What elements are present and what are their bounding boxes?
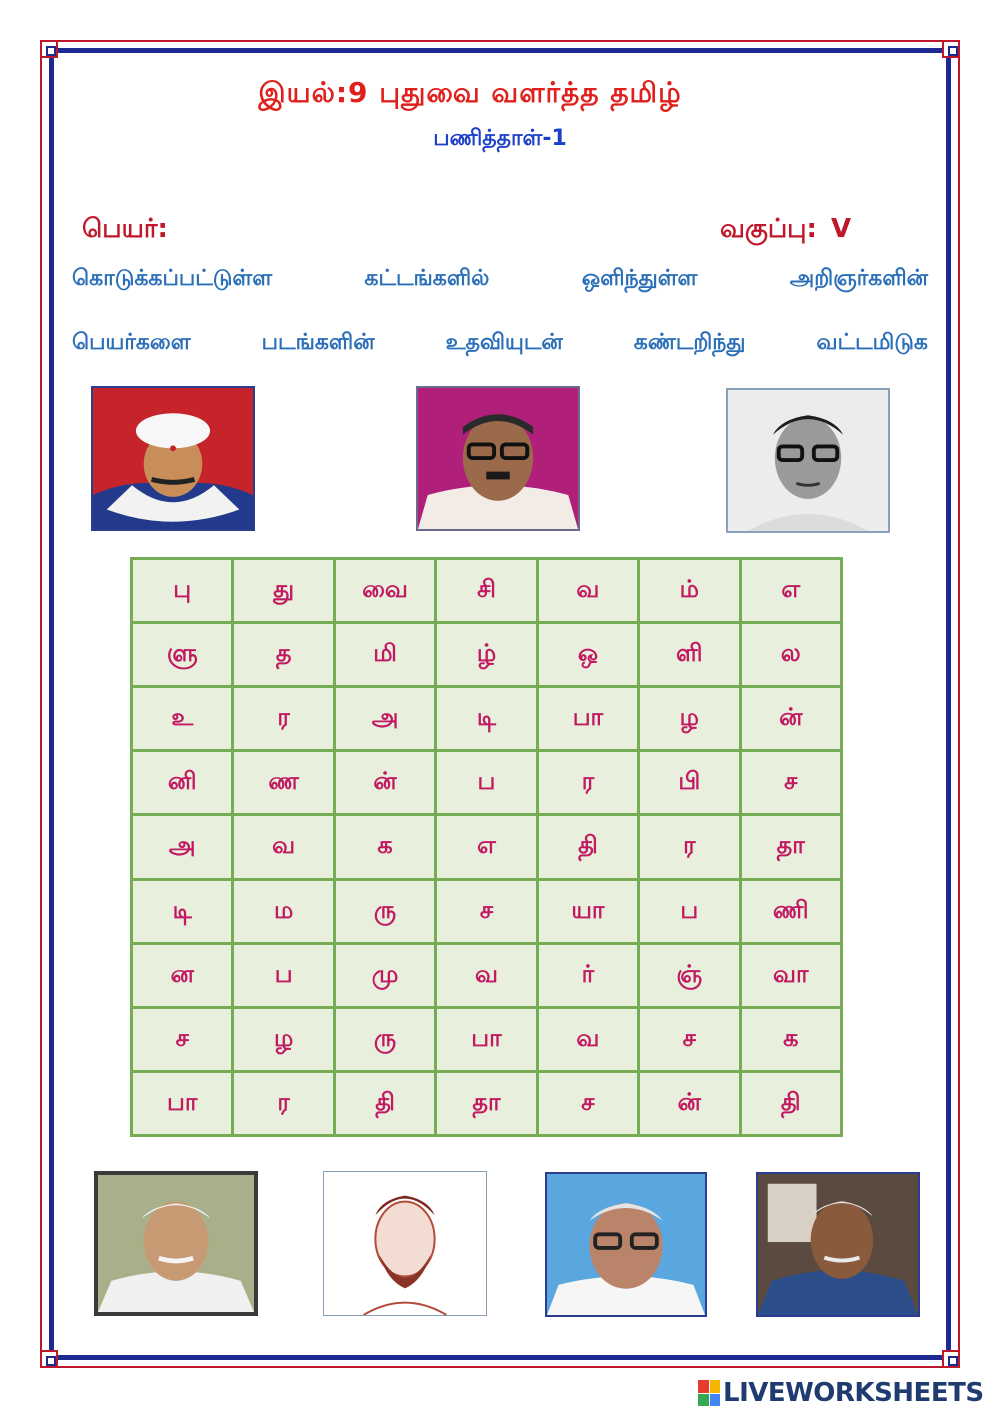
grid-cell[interactable]: ச bbox=[740, 751, 841, 815]
grid-cell[interactable]: ஒ bbox=[537, 623, 638, 687]
grid-cell[interactable]: எ bbox=[740, 559, 841, 623]
corner-ornament bbox=[942, 40, 960, 58]
corner-ornament bbox=[40, 1350, 58, 1368]
grid-cell[interactable]: ஞ் bbox=[639, 943, 740, 1007]
grid-cell[interactable]: பா bbox=[537, 687, 638, 751]
corner-ornament bbox=[40, 40, 58, 58]
worksheet-title: இயல்:9 புதுவை வளர்த்த தமிழ் bbox=[258, 76, 682, 109]
grid-row bbox=[132, 879, 842, 943]
portrait-photo bbox=[323, 1171, 487, 1316]
grid-row bbox=[132, 751, 842, 815]
grid-cell[interactable]: ழ bbox=[639, 687, 740, 751]
grid-cell[interactable]: ப bbox=[436, 751, 537, 815]
grid-cell[interactable]: வ bbox=[537, 559, 638, 623]
word-search-grid bbox=[130, 557, 843, 1137]
grid-cell[interactable]: ழ bbox=[233, 1007, 334, 1071]
grid-cell[interactable]: சி bbox=[436, 559, 537, 623]
grid-row bbox=[132, 1007, 842, 1071]
grid-cell[interactable]: ர bbox=[639, 815, 740, 879]
portrait-photo bbox=[91, 386, 255, 531]
grid-cell[interactable]: ண bbox=[233, 751, 334, 815]
grid-cell[interactable]: க bbox=[334, 815, 435, 879]
grid-cell[interactable]: தா bbox=[740, 815, 841, 879]
grid-cell[interactable]: தி bbox=[537, 815, 638, 879]
class-label: வகுப்பு: bbox=[720, 214, 817, 244]
grid-cell[interactable]: ப bbox=[639, 879, 740, 943]
grid-cell[interactable]: தா bbox=[436, 1071, 537, 1135]
worksheet-subtitle: பணித்தாள்-1 bbox=[433, 126, 567, 151]
grid-cell[interactable]: மி bbox=[334, 623, 435, 687]
grid-cell[interactable]: ச bbox=[639, 1007, 740, 1071]
grid-cell[interactable]: த bbox=[233, 623, 334, 687]
grid-cell[interactable]: வ bbox=[233, 815, 334, 879]
grid-cell[interactable]: ல bbox=[740, 623, 841, 687]
portrait-photo bbox=[726, 388, 890, 533]
grid-cell[interactable]: ர bbox=[233, 1071, 334, 1135]
grid-cell[interactable]: ன் bbox=[334, 751, 435, 815]
grid-row bbox=[132, 623, 842, 687]
class-value: V bbox=[830, 214, 852, 244]
liveworksheets-brand bbox=[698, 1376, 984, 1410]
grid-cell[interactable]: பி bbox=[639, 751, 740, 815]
grid-cell[interactable]: ர bbox=[537, 751, 638, 815]
instruction-line-1: கொடுக்கப்பட்டுள்ள கட்டங்களில் ஒளிந்துள்ள அறிஞர்களின் bbox=[72, 266, 928, 291]
grid-cell[interactable]: வா bbox=[740, 943, 841, 1007]
grid-cell[interactable]: ம் bbox=[639, 559, 740, 623]
grid-cell[interactable]: ணி bbox=[740, 879, 841, 943]
portrait-photo bbox=[756, 1172, 920, 1317]
brand-text: LIVEWORKSHEETS bbox=[723, 1378, 984, 1408]
grid-cell[interactable]: ச bbox=[537, 1071, 638, 1135]
grid-cell[interactable]: மு bbox=[334, 943, 435, 1007]
grid-cell[interactable]: ம bbox=[233, 879, 334, 943]
grid-cell[interactable]: அ bbox=[334, 687, 435, 751]
liveworksheets-logo-icon bbox=[698, 1380, 720, 1406]
portrait-photo bbox=[545, 1172, 707, 1317]
grid-cell[interactable]: டி bbox=[436, 687, 537, 751]
grid-cell[interactable]: க bbox=[740, 1007, 841, 1071]
grid-cell[interactable]: வை bbox=[334, 559, 435, 623]
portrait-photo bbox=[94, 1171, 258, 1316]
grid-cell[interactable]: ளு bbox=[132, 623, 233, 687]
grid-cell[interactable]: ர் bbox=[537, 943, 638, 1007]
grid-cell[interactable]: யா bbox=[537, 879, 638, 943]
grid-cell[interactable]: உ bbox=[132, 687, 233, 751]
grid-cell[interactable]: பு bbox=[132, 559, 233, 623]
grid-cell[interactable]: ச bbox=[132, 1007, 233, 1071]
grid-cell[interactable]: ன bbox=[132, 943, 233, 1007]
grid-cell[interactable]: ரு bbox=[334, 879, 435, 943]
grid-row bbox=[132, 559, 842, 623]
grid-cell[interactable]: ப bbox=[233, 943, 334, 1007]
grid-cell[interactable]: ச bbox=[436, 879, 537, 943]
grid-cell[interactable]: பா bbox=[132, 1071, 233, 1135]
grid-cell[interactable]: ரு bbox=[334, 1007, 435, 1071]
name-label: பெயர்: bbox=[82, 214, 168, 244]
grid-cell[interactable]: தி bbox=[334, 1071, 435, 1135]
grid-cell[interactable]: பா bbox=[436, 1007, 537, 1071]
instruction-line-2: பெயர்களை படங்களின் உதவியுடன் கண்டறிந்து வட்டமிடுக bbox=[72, 330, 928, 355]
portrait-photo bbox=[416, 386, 580, 531]
grid-cell[interactable]: டி bbox=[132, 879, 233, 943]
grid-cell[interactable]: அ bbox=[132, 815, 233, 879]
grid-cell[interactable]: து bbox=[233, 559, 334, 623]
grid-cell[interactable]: வ bbox=[436, 943, 537, 1007]
grid-row bbox=[132, 943, 842, 1007]
grid-cell[interactable]: வ bbox=[537, 1007, 638, 1071]
grid-row bbox=[132, 815, 842, 879]
grid-row bbox=[132, 1071, 842, 1135]
grid-row bbox=[132, 687, 842, 751]
grid-cell[interactable]: ளி bbox=[639, 623, 740, 687]
grid-cell[interactable]: ன் bbox=[639, 1071, 740, 1135]
grid-cell[interactable]: தி bbox=[740, 1071, 841, 1135]
grid-cell[interactable]: னி bbox=[132, 751, 233, 815]
grid-cell[interactable]: ர bbox=[233, 687, 334, 751]
grid-cell[interactable]: எ bbox=[436, 815, 537, 879]
grid-cell[interactable]: ழ் bbox=[436, 623, 537, 687]
corner-ornament bbox=[942, 1350, 960, 1368]
class-field bbox=[720, 214, 851, 247]
grid-cell[interactable]: ன் bbox=[740, 687, 841, 751]
